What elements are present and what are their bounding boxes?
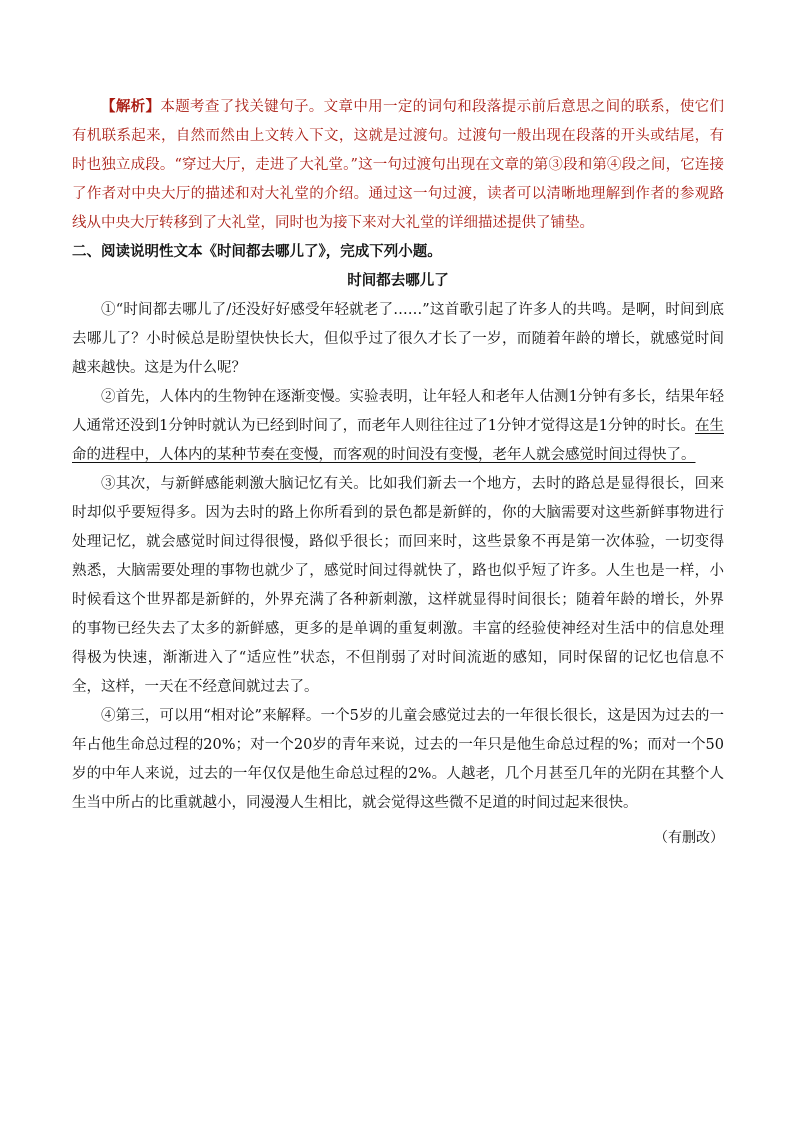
document-page bbox=[72, 92, 724, 853]
article-title: 时间都去哪儿了 bbox=[347, 273, 449, 289]
analysis-tag: 【解析】 bbox=[101, 98, 161, 115]
analysis-text: 本题考查了找关键句子。文章中用一定的词句和段落提示前后意思之间的联系，使它们有机联系起来，自然而然由上文转入下文，这就是过渡句。过渡句一般出现在段落的开头或结尾，有时也独立成段。“穿过大厅，走进了大礼堂。”这一句过渡句出现在文章的第③段和第④段之间，它连接了作者对中央大厅的描述和对大礼堂的介绍。通过这一句过渡，读者可以清晰地理解到作者的参观路线从中央大厅转移到了大礼堂，同时也为接下来对大礼堂的详细描述提供了铺垫。 bbox=[72, 99, 725, 231]
article-paragraph-3: ③其次，与新鲜感能刺激大脑记忆有关。比如我们新去一个地方，去时的路总是显得很长，回来时却似乎要短得多。因为去时的路上你所看到的景色都是新鲜的，你的大脑需要对这些新鲜事物进行处理记忆，就会感觉时间过得很慢，路似乎很长；而回来时，这些景象不再是第一次体验，一切变得熟悉，大脑需要处理的事物也就少了，感觉时间过得就快了，路也似乎短了许多。人生也是一样，小时候看这个世界都是新鲜的，外界充满了各种新刺激，这样就显得时间很长；随着年龄的增长，外界的事物已经失去了太多的新鲜感，更多的是单调的重复刺激。丰富的经验使神经对生活中的信息处理得极为快速，渐渐进入了“适应性”状态，不但削弱了对时间流逝的感知，同时保留的记忆也信息不全，这样，一天在不经意间就过去了。 bbox=[72, 476, 724, 695]
analysis-paragraph bbox=[72, 92, 724, 238]
article-paragraph-4: ④第三，可以用“相对论”来解释。一个5岁的儿童会感觉过去的一年很长很长，这是因为过去的一年占他生命总过程的20%；对一个20岁的青年来说，过去的一年只是他生命总过程的%；而对一个50岁的中年人来说，过去的一年仅仅是他生命总过程的2%。人越老，几个月甚至几年的光阴在其整个人生当中所占的比重就越小，同漫漫人生相比，就会觉得这些微不足道的时间过起来很快。 bbox=[72, 708, 724, 811]
paragraph-2-lead: ②首先，人体内的生物钟在逐渐变慢。实验表明，让年轻人和老年人估测1分钟有多长，结果年轻人通常还没到1分钟时就认为已经到时间了，而老年人则往往过了1分钟才觉得这是1分钟的时长。 bbox=[72, 389, 724, 434]
question-heading: 二、阅读说明性文本《时间都去哪儿了》，完成下列小题。 bbox=[72, 244, 442, 260]
article-paragraph-2 bbox=[72, 383, 724, 470]
underlined-sentence: 在生命的进程中，人体内的某种节奏在变慢，而客观的时间没有变慢，老年人就会感觉时间过得快了。 bbox=[72, 418, 724, 463]
article-paragraph-1: ①“时间都去哪儿了/还没好好感受年轻就老了……”这首歌引起了许多人的共鸣。是啊，时间到底去哪儿了？小时候总是盼望快快长大，但似乎过了很久才长了一岁，而随着年龄的增长，就感觉时间越来越快。这是为什么呢？ bbox=[72, 302, 724, 376]
source-note: （有删改） bbox=[654, 830, 724, 846]
